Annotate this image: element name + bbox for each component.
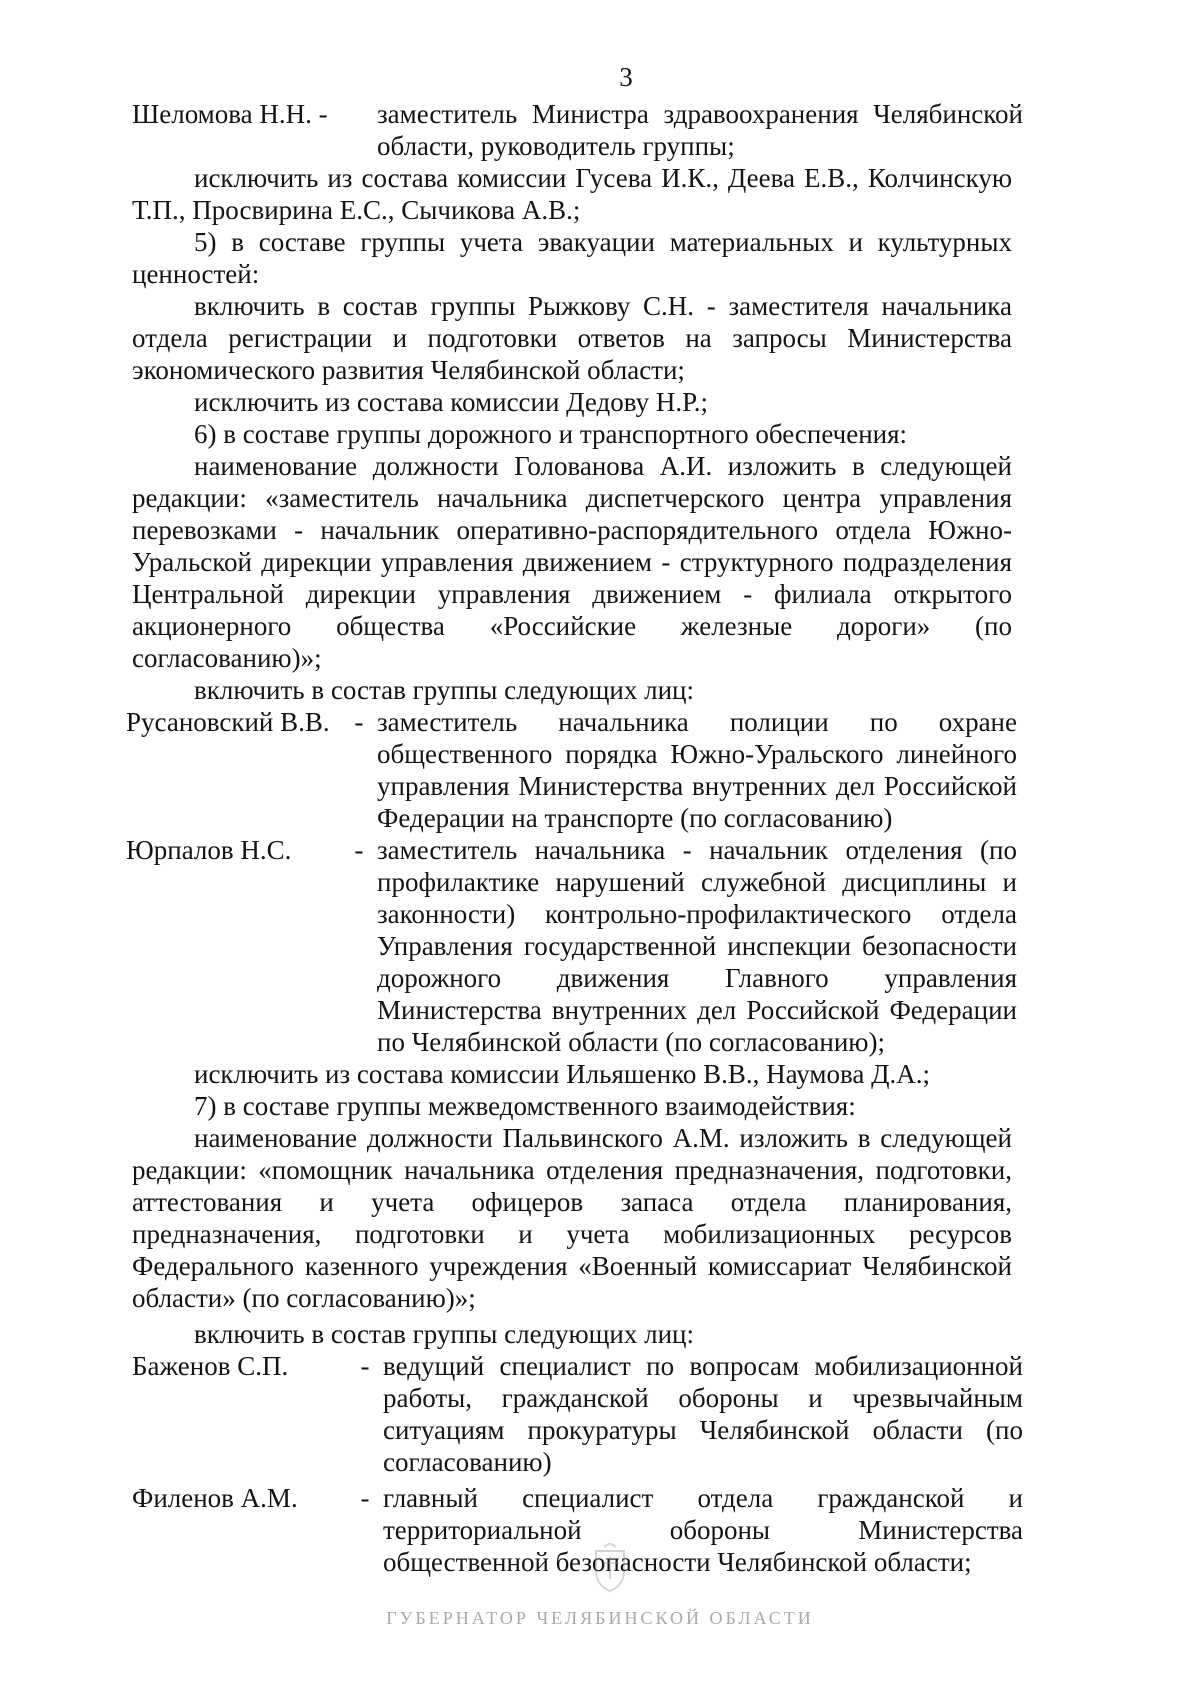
person-entry — [126, 706, 1017, 834]
paragraph-include-persons-6: включить в состав группы следующих лиц: — [194, 675, 694, 705]
paragraph-exclude-2: исключить из состава комиссии Ильяшенко В.В., Наумова Д.А.; — [194, 1059, 931, 1089]
person-entry — [132, 1482, 1023, 1578]
person-dash: - — [354, 835, 364, 865]
person-dash: - — [354, 707, 364, 737]
person-name: Филенов А.М. — [132, 1483, 298, 1513]
person-name: Баженов С.П. — [132, 1351, 289, 1381]
person-position: главный специалист отдела гражданской и территориальной обороны Министерства общественной безопасности Челябинской области; — [383, 1483, 1023, 1577]
paragraph-rename-palvinsky: наименование должности Пальвинского А.М. изложить в следующей редакции: «помощник начальника отделения предназначения, подготовки, аттестования и учета офицеров запаса отдела планирования, предназначения, подготовки и учета мобилизационных ресурсов Федерального казенного учреждения «Военный комиссариат Челябинской области» (по согласованию)»; — [132, 1123, 1012, 1313]
paragraph-include-persons-7: включить в состав группы следующих лиц: — [194, 1319, 694, 1349]
person-dash: - — [360, 1483, 370, 1513]
paragraph-rename-golovanov: наименование должности Голованова А.И. изложить в следующей редакции: «заместитель начальника диспетчерского центра управления перевозками - начальник оперативно-распорядительного отдела Южно-Уральской дирекции управления движением - структурного подразделения Центральной дирекции управления движением - филиала открытого акционерного общества «Российские железные дороги» (по согласованию)»; — [132, 451, 1012, 673]
person-position: заместитель начальника полиции по охране общественного порядка Южно-Уральского линейного управления Министерства внутренних дел Российской Федерации на транспорте (по согласованию) — [377, 707, 1017, 833]
person-name: Русановский В.В. — [126, 707, 330, 737]
page-number: 3 — [619, 62, 633, 92]
paragraph-section-7: 7) в составе группы межведомственного взаимодействия: — [194, 1091, 856, 1121]
paragraph-exclude-1: исключить из состава комиссии Гусева И.К., Деева Е.В., Колчинскую Т.П., Просвирина Е.С., Сычикова А.В.; — [132, 163, 1012, 225]
coat-of-arms-icon — [590, 1543, 630, 1593]
person-entry — [126, 834, 1017, 1058]
person-position: ведущий специалист по вопросам мобилизационной работы, гражданской обороны и чрезвычайным ситуациям прокуратуры Челябинской области (по согласованию) — [383, 1351, 1023, 1477]
paragraph-exclude-dedova: исключить из состава комиссии Дедову Н.Р.; — [194, 387, 709, 417]
paragraph-section-5: 5) в составе группы учета эвакуации материальных и культурных ценностей: — [132, 227, 1012, 289]
person-entry — [132, 1350, 1023, 1478]
paragraph-include-ryzhkova: включить в состав группы Рыжкову С.Н. - заместителя начальника отдела регистрации и подготовки ответов на запросы Министерства экономического развития Челябинской области; — [132, 291, 1012, 385]
footer-watermark: ГУБЕРНАТОР ЧЕЛЯБИНСКОЙ ОБЛАСТИ — [386, 1608, 814, 1628]
person-position: заместитель Министра здравоохранения Челябинской области, руководитель группы; — [377, 99, 1023, 161]
paragraph-section-6: 6) в составе группы дорожного и транспортного обеспечения: — [194, 419, 908, 449]
person-dash: - — [360, 1351, 370, 1381]
document-body — [126, 98, 1023, 1578]
person-name: Шеломова Н.Н. - — [132, 99, 328, 129]
person-name: Юрпалов Н.С. — [126, 835, 292, 865]
header-person-entry — [132, 98, 1023, 162]
person-position: заместитель начальника - начальник отделения (по профилактике нарушений служебной дисциплины и законности) контрольно-профилактического отдела Управления государственной инспекции безопасности дорожного движения Главного управления Министерства внутренних дел Российской Федерации по Челябинской области (по согласованию); — [377, 835, 1017, 1057]
